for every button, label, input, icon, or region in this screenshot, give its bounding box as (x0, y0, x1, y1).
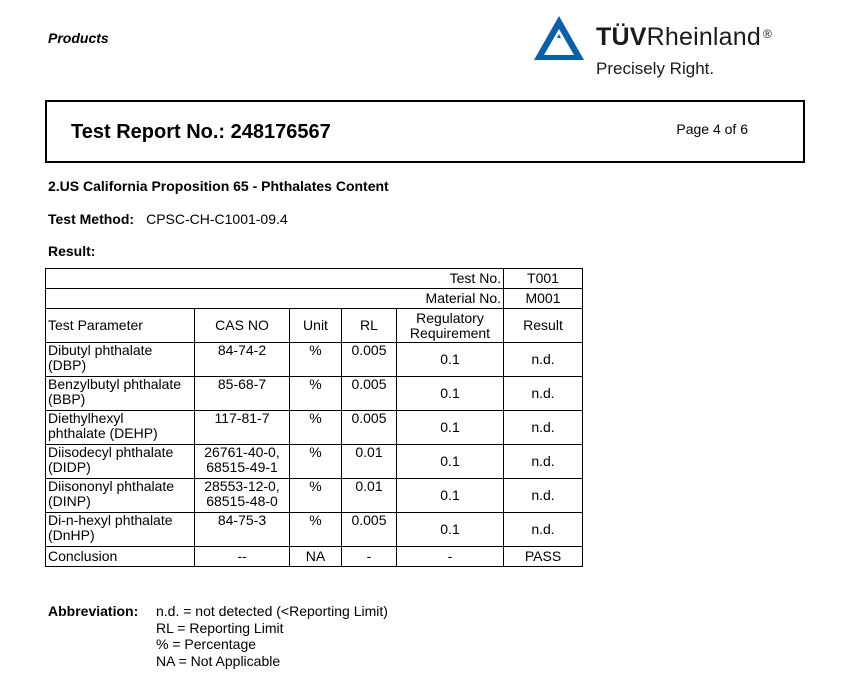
report-title: Test Report No.: 248176567 (71, 121, 331, 143)
abbreviation-label: Abbreviation: (48, 603, 139, 619)
table-cell: n.d. (504, 411, 583, 445)
table-cell: n.d. (504, 445, 583, 479)
table-cell: n.d. (504, 343, 583, 377)
table-cell: % (290, 445, 342, 479)
table-cell: 0.005 (342, 343, 397, 377)
table-cell: % (290, 479, 342, 513)
table-cell: 0.005 (342, 411, 397, 445)
table-header-row (46, 309, 583, 343)
table-cell: 0.1 (397, 479, 504, 513)
table-cell: - (397, 547, 504, 567)
material-no-label: Material No. (46, 289, 504, 309)
table-cell: n.d. (504, 377, 583, 411)
material-no-value: M001 (504, 289, 583, 309)
conclusion-label: Conclusion (46, 547, 195, 567)
conclusion-row (46, 547, 583, 567)
table-cell: Benzylbutyl phthalate (BBP) (46, 377, 195, 411)
test-no-row (46, 269, 583, 289)
abbreviation-item: NA = Not Applicable (156, 652, 281, 669)
test-method-label: Test Method: (48, 211, 135, 227)
table-cell: - (342, 547, 397, 567)
table-cell: 84-75-3 (195, 513, 290, 547)
table-cell: % (290, 411, 342, 445)
table-cell: n.d. (504, 479, 583, 513)
brand-tagline: Precisely Right. (596, 59, 715, 78)
header-requirement: Regulatory Requirement (397, 309, 504, 343)
conclusion-result: PASS (504, 547, 583, 567)
table-cell: Di-n-hexyl phthalate (DnHP) (46, 513, 195, 547)
table-row (46, 343, 583, 377)
header-result: Result (504, 309, 583, 343)
table-cell: Diisodecyl phthalate (DIDP) (46, 445, 195, 479)
table-cell: 0.005 (342, 513, 397, 547)
table-cell: n.d. (504, 513, 583, 547)
table-row (46, 513, 583, 547)
table-cell: Diisononyl phthalate (DINP) (46, 479, 195, 513)
test-no-value: T001 (504, 269, 583, 289)
page-number: Page 4 of 6 (676, 121, 748, 137)
table-cell: 0.1 (397, 513, 504, 547)
abbreviation-item: n.d. = not detected (<Reporting Limit) (156, 603, 388, 619)
tuv-rheinland-logo (532, 12, 802, 82)
test-method (48, 211, 288, 227)
test-no-label: Test No. (46, 269, 504, 289)
table-cell: 0.1 (397, 411, 504, 445)
header-parameter: Test Parameter (46, 309, 195, 343)
report-header-box (45, 100, 805, 163)
abbreviation-item: % = Percentage (156, 636, 257, 652)
table-cell: 0.1 (397, 343, 504, 377)
header-unit: Unit (290, 309, 342, 343)
table-row (46, 445, 583, 479)
result-label: Result: (48, 243, 96, 259)
table-cell: % (290, 513, 342, 547)
table-cell: Diethylhexyl phthalate (DEHP) (46, 411, 195, 445)
table-row (46, 411, 583, 445)
triangle-logo-icon (532, 14, 586, 62)
abbreviation-item: RL = Reporting Limit (156, 619, 284, 636)
table-row (46, 479, 583, 513)
table-cell: 84-74-2 (195, 343, 290, 377)
table-cell: NA (290, 547, 342, 567)
material-no-row (46, 289, 583, 309)
table-cell: 26761-40-0, 68515-49-1 (195, 445, 290, 479)
table-cell: 117-81-7 (195, 411, 290, 445)
brand-name: TÜVRheinland ® (596, 23, 773, 51)
table-cell: % (290, 343, 342, 377)
table-cell: Dibutyl phthalate (DBP) (46, 343, 195, 377)
table-cell: 0.1 (397, 377, 504, 411)
table-cell: 28553-12-0, 68515-48-0 (195, 479, 290, 513)
header-rl: RL (342, 309, 397, 343)
test-method-value: CPSC-CH-C1001-09.4 (146, 211, 288, 227)
table-cell: 0.005 (342, 377, 397, 411)
table-cell: 85-68-7 (195, 377, 290, 411)
table-row (46, 377, 583, 411)
table-cell: 0.01 (342, 479, 397, 513)
table-cell: 0.1 (397, 445, 504, 479)
header-cas: CAS NO (195, 309, 290, 343)
table-cell: % (290, 377, 342, 411)
table-cell: 0.01 (342, 445, 397, 479)
results-table (45, 268, 583, 567)
header-products-label: Products (48, 30, 109, 46)
table-cell: -- (195, 547, 290, 567)
abbreviation-list (156, 603, 388, 669)
section-title: 2.US California Proposition 65 - Phthalates Content (48, 178, 389, 194)
